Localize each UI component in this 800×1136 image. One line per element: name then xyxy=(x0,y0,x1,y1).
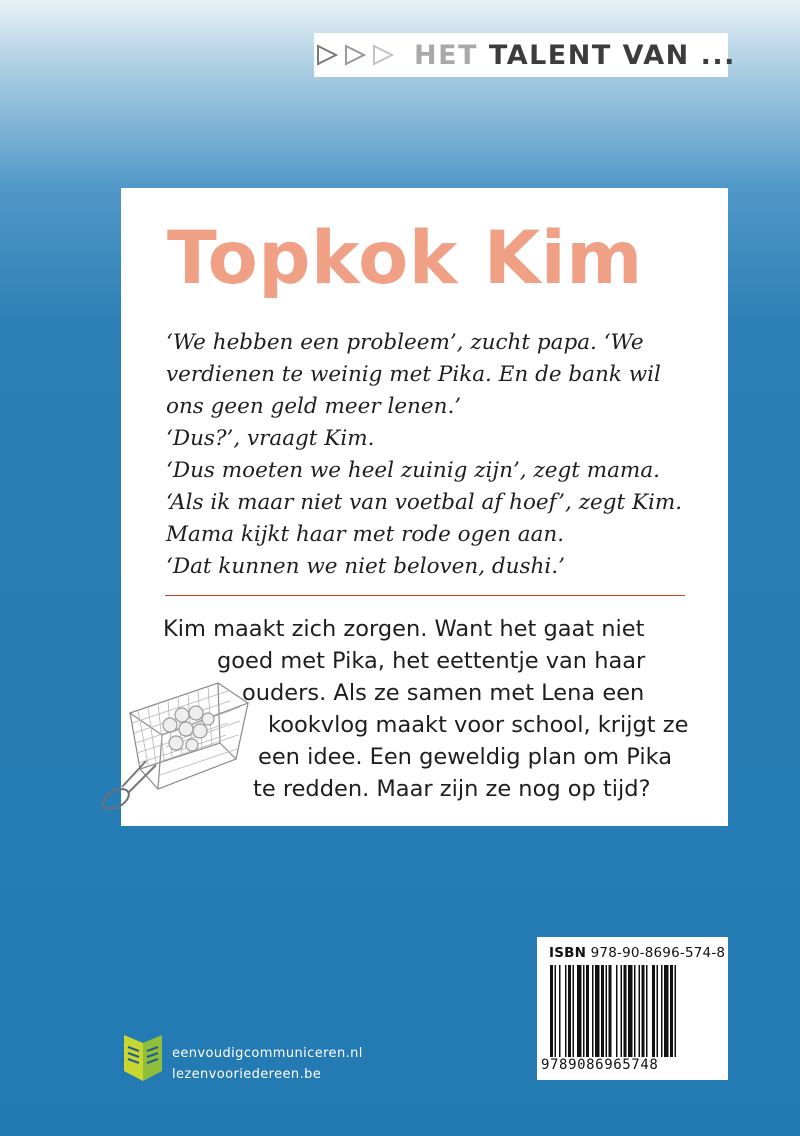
barcode-bar xyxy=(646,965,648,1057)
barcode-bar xyxy=(675,965,677,1057)
barcode-bar xyxy=(642,965,645,1057)
excerpt-line: ‘Dus?’, vraagt Kim. xyxy=(166,426,375,451)
blurb-line: een idee. Een geweldig plan om Pika xyxy=(258,744,672,770)
barcode-bar xyxy=(661,965,663,1057)
publisher-site[interactable]: eenvoudigcommuniceren.nl xyxy=(172,1046,363,1061)
triple-arrow-icon xyxy=(316,42,406,68)
barcode-bar xyxy=(559,965,561,1057)
barcode-digits: 9789086965748 xyxy=(541,1057,659,1073)
barcode-bar xyxy=(652,965,655,1057)
blurb-line: te redden. Maar zijn ze nog op tijd? xyxy=(253,776,651,802)
barcode-bar xyxy=(555,965,557,1057)
barcode-bar xyxy=(657,965,659,1057)
series-banner xyxy=(314,33,736,77)
barcode-bar xyxy=(568,965,571,1057)
blurb-line: Kim maakt zich zorgen. Want het gaat niet xyxy=(163,616,645,642)
barcode-bar xyxy=(621,965,623,1057)
publisher-logo xyxy=(124,1033,162,1081)
barcode-bar xyxy=(565,965,567,1057)
isbn-text: ISBN 978-90-8696-574-8 xyxy=(549,945,726,961)
barcode-bar xyxy=(595,965,600,1057)
blurb-line: ouders. Als ze samen met Lena een xyxy=(242,680,645,706)
blurb-line: kookvlog maakt voor school, krijgt ze xyxy=(268,712,689,738)
barcode-bar xyxy=(592,965,594,1057)
barcode-box xyxy=(537,937,728,1080)
divider-line xyxy=(165,595,685,596)
barcode-bar xyxy=(586,965,589,1057)
excerpt xyxy=(166,327,726,583)
barcode-bar xyxy=(583,965,585,1057)
series-title: HET TALENT VAN ... xyxy=(414,39,736,71)
barcode xyxy=(550,965,715,1057)
excerpt-line: ‘We hebben een probleem’, zucht papa. ‘We xyxy=(166,330,644,355)
barcode-bar xyxy=(624,965,627,1057)
frying-basket-illustration xyxy=(100,665,252,815)
barcode-bar xyxy=(670,965,673,1057)
barcode-bar xyxy=(639,965,641,1057)
barcode-bar xyxy=(628,965,633,1057)
barcode-bar xyxy=(634,965,636,1057)
barcode-bar xyxy=(664,965,669,1057)
barcode-bar xyxy=(577,965,582,1057)
barcode-bar xyxy=(550,965,553,1057)
excerpt-line: ‘Als ik maar niet van voetbal af hoef’, zegt Kim. xyxy=(166,490,683,515)
barcode-bar xyxy=(601,965,604,1057)
excerpt-line: ‘Dat kunnen we niet beloven, dushi.’ xyxy=(166,554,565,579)
excerpt-line: Mama kijkt haar met rode ogen aan. xyxy=(166,522,565,547)
barcode-bar xyxy=(609,965,612,1057)
excerpt-line: verdienen te weinig met Pika. En de bank wil xyxy=(166,362,661,387)
excerpt-line: ons geen geld meer lenen.’ xyxy=(166,394,462,419)
barcode-bar xyxy=(616,965,618,1057)
blurb-line: goed met Pika, het eettentje van haar xyxy=(217,648,646,674)
excerpt-line: ‘Dus moeten we heel zuinig zijn’, zegt mama. xyxy=(166,458,660,483)
book-title: Topkok Kim xyxy=(167,216,643,301)
publisher-site[interactable]: lezenvooriedereen.be xyxy=(172,1067,322,1082)
barcode-bar xyxy=(573,965,575,1057)
barcode-bar xyxy=(606,965,608,1057)
